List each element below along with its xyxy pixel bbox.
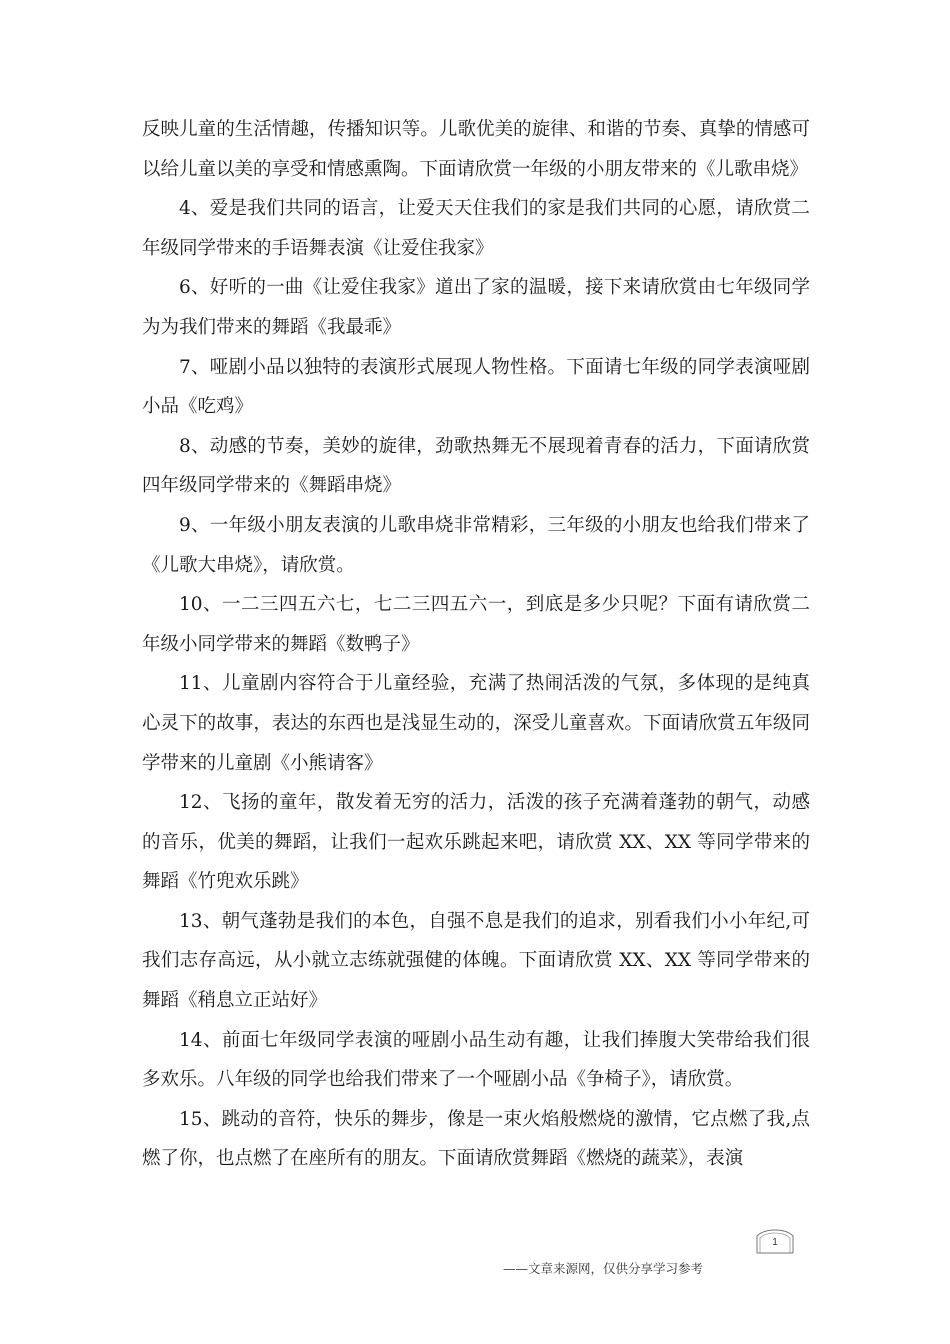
paragraph: 14、前面七年级同学表演的哑剧小品生动有趣，让我们捧腹大笑带给我们很多欢乐。八年级的同学也给我们带来了一个哑剧小品《争椅子》，请欣赏。 (142, 1029, 810, 1091)
paragraph: 12、飞扬的童年，散发着无穷的活力，活泼的孩子充满着蓬勃的朝气，动感的音乐，优美的舞蹈，让我们一起欢乐跳起来吧，请欣赏 XX、XX 等同学带来的舞蹈《竹兜欢乐跳》 (142, 792, 810, 893)
paragraph: 8、动感的节奏，美妙的旋律，劲歌热舞无不展现着青春的活力，下面请欣赏四年级同学带来的《舞蹈串烧》 (142, 435, 810, 497)
paragraph: 6、好听的一曲《让爱住我家》道出了家的温暖，接下来请欣赏由七年级同学为为我们带来的舞蹈《我最乖》 (142, 277, 810, 338)
document-body (142, 110, 810, 1179)
paragraph: 15、跳动的音符，快乐的舞步，像是一束火焰般燃烧的激情，它点燃了我,点燃了你，也点燃了在座所有的朋友。下面请欣赏舞蹈《燃烧的蔬菜》，表演 (142, 1108, 810, 1170)
paragraph: 反映儿童的生活情趣，传播知识等。儿歌优美的旋律、和谐的节奏、真挚的情感可以给儿童以美的享受和情感熏陶。下面请欣赏一年级的小朋友带来的《儿歌串烧》 (142, 119, 810, 180)
paragraph: 11、儿童剧内容符合于儿童经验，充满了热闹活泼的气氛，多体现的是纯真心灵下的故事，表达的东西也是浅显生动的，深受儿童喜欢。下面请欣赏五年级同学带来的儿童剧《小熊请客》 (142, 673, 810, 774)
paragraph: 7、哑剧小品以独特的表演形式展现人物性格。下面请七年级的同学表演哑剧小品《吃鸡》 (142, 356, 810, 418)
page-number: 1 (772, 1237, 778, 1248)
paragraph: 9、一年级小朋友表演的儿歌串烧非常精彩，三年级的小朋友也给我们带来了《儿歌大串烧》，请欣赏。 (142, 514, 810, 576)
paragraph: 13、朝气蓬勃是我们的本色，自强不息是我们的追求，别看我们小小年纪,可我们志存高远，从小就立志练就强健的体魄。下面请欣赏 XX、XX 等同学带来的舞蹈《稍息立正站好》 (142, 910, 810, 1012)
paragraph: 4、爱是我们共同的语言，让爱天天住我们的家是我们共同的心愿，请欣赏二年级同学带来的手语舞表演《让爱住我家》 (142, 198, 810, 259)
footer-note: ——文章来源网，仅供分享学习参考 (503, 1261, 704, 1276)
page-number-badge (755, 1228, 795, 1254)
paragraph: 10、一二三四五六七，七二三四五六一，到底是多少只呢？下面有请欣赏二年级小同学带来的舞蹈《数鸭子》 (142, 594, 810, 655)
